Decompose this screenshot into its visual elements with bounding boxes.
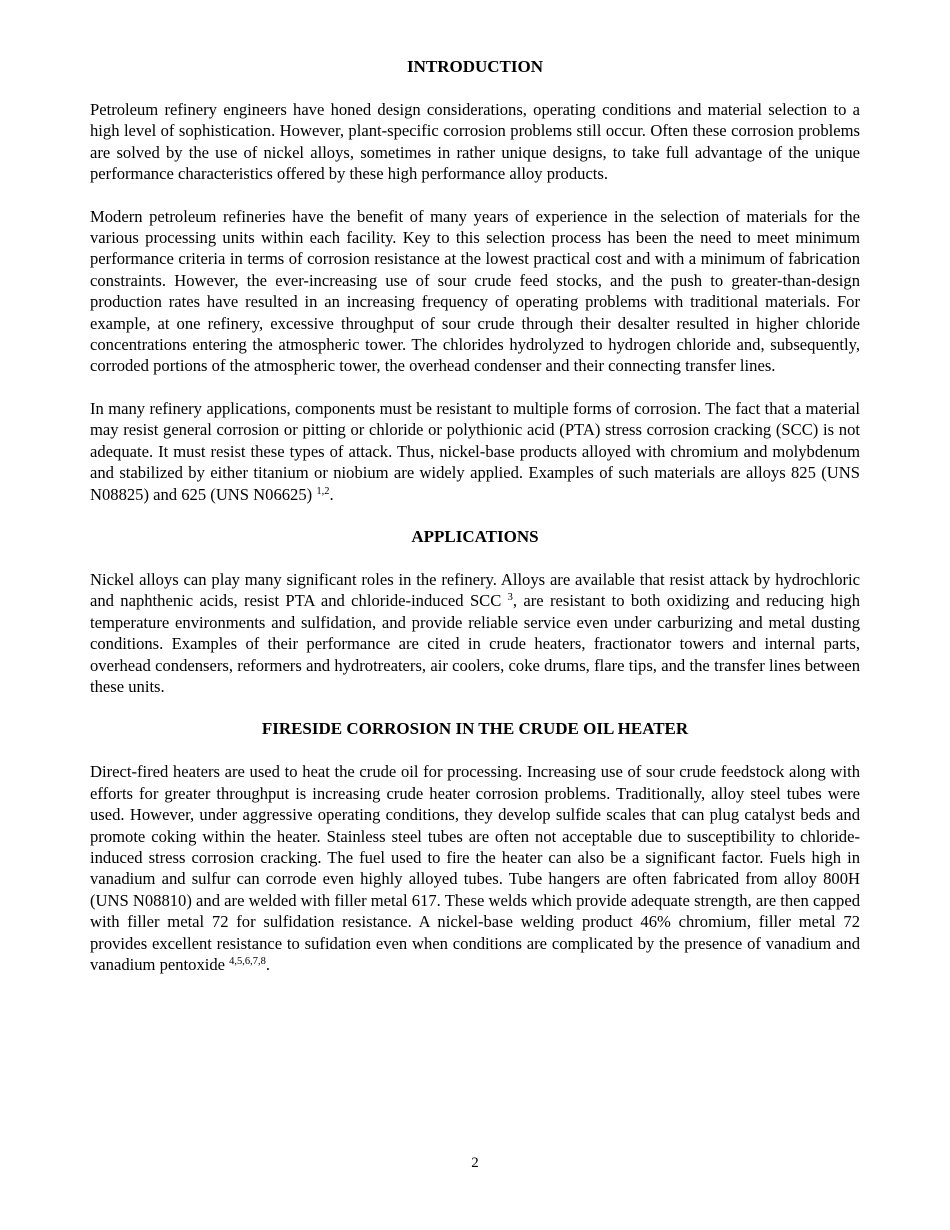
paragraph-text: Direct-fired heaters are used to heat the crude oil for processing. Increasing use of sour crude feedstock along with efforts for greater throughput is increasing crude heater corrosion problems. Traditionally, alloy steel tubes were used. However, under aggressive operating conditions, they develop sulfide scales that can plug catalyst beds and promote coking within the heater. Stainless steel tubes are often not acceptable due to susceptibility to chloride-induced stress corrosion cracking. The fuel used to fire the heater can also be a significant factor. Fuels high in vanadium and sulfur can corrode even highly alloyed tubes. Tube hangers are often fabricated from alloy 800H (UNS N08810) and are welded with filler metal 617. These welds which provide adequate strength, are then capped with filler metal 72 for sulfidation resistance. A nickel-base welding product 46% chromium, filler metal 72 provides excellent resistance to sufidation even when conditions are complicated by the presence of vanadium and vanadium pentoxide (90, 762, 860, 974)
citation-superscript: 3 (507, 592, 513, 604)
page-number: 2 (471, 1155, 479, 1171)
fireside-paragraph-1 (90, 761, 860, 975)
citation-superscript: 4,5,6,7,8 (229, 956, 266, 967)
section-heading-introduction: INTRODUCTION (406, 57, 544, 76)
section-heading-applications: APPLICATIONS (411, 526, 539, 546)
introduction-paragraph-2 (90, 206, 860, 377)
paragraph-text-end: . (265, 955, 271, 974)
section-heading-fireside-corrosion: FIRESIDE CORROSION IN THE CRUDE OIL HEATER (261, 719, 689, 739)
introduction-paragraph-3 (90, 398, 860, 505)
paragraph-text: Petroleum refinery engineers have honed design considerations, operating conditions and material selection to a high level of sophistication. However, plant-specific corrosion problems still occur. Often these corrosion problems are solved by the use of nickel alloys, sometimes in rather unique designs, to take full advantage of the unique performance characteristics offered by these high performance alloy products. (90, 100, 860, 184)
paragraph-text-end: . (329, 484, 334, 504)
introduction-paragraph-1 (90, 99, 860, 185)
paragraph-text: In many refinery applications, components must be resistant to multiple forms of corrosion. The fact that a material may resist general corrosion or pitting or chloride or polythionic acid (PTA) stress corrosion cracking (SCC) is not adequate. It must resist these types of attack. Thus, nickel-base products alloyed with chromium and molybdenum and stabilized by either titanium or niobium are widely applied. Examples of such materials are alloys 825 (UNS N08825) and 625 (UNS N06625) (90, 398, 860, 504)
applications-paragraph-1 (90, 569, 860, 697)
document-page (90, 56, 860, 975)
paragraph-text-end: , are resistant to both oxidizing and reducing high temperature environments and sulfidation, and provide reliable service even under carburizing and metal dusting conditions. Examples of their performance are cited in crude heaters, fractionator towers and internal parts, overhead condensers, reformers and hydrotreaters, air coolers, coke drums, flare tips, and the transfer lines between these units. (90, 591, 860, 696)
paragraph-text: Nickel alloys can play many significant roles in the refinery. Alloys are available that resist attack by hydrochloric and naphthenic acids, resist PTA and chloride-induced SCC (90, 569, 860, 611)
citation-superscript: 1,2 (316, 485, 330, 497)
paragraph-text: Modern petroleum refineries have the benefit of many years of experience in the selection of materials for the various processing units within each facility. Key to this selection process has been the need to meet minimum performance criteria in terms of corrosion resistance at the lowest practical cost and with a minimum of fabrication constraints. However, the ever-increasing use of sour crude feed stocks, and the push to greater-than-design production rates have resulted in an increasing frequency of operating problems with traditional materials. For example, at one refinery, excessive throughput of sour crude through their desalter resulted in higher chloride concentrations entering the atmospheric tower. The chlorides hydrolyzed to hydrogen chloride and, subsequently, corroded portions of the atmospheric tower, the overhead condenser and their connecting transfer lines. (90, 206, 860, 376)
